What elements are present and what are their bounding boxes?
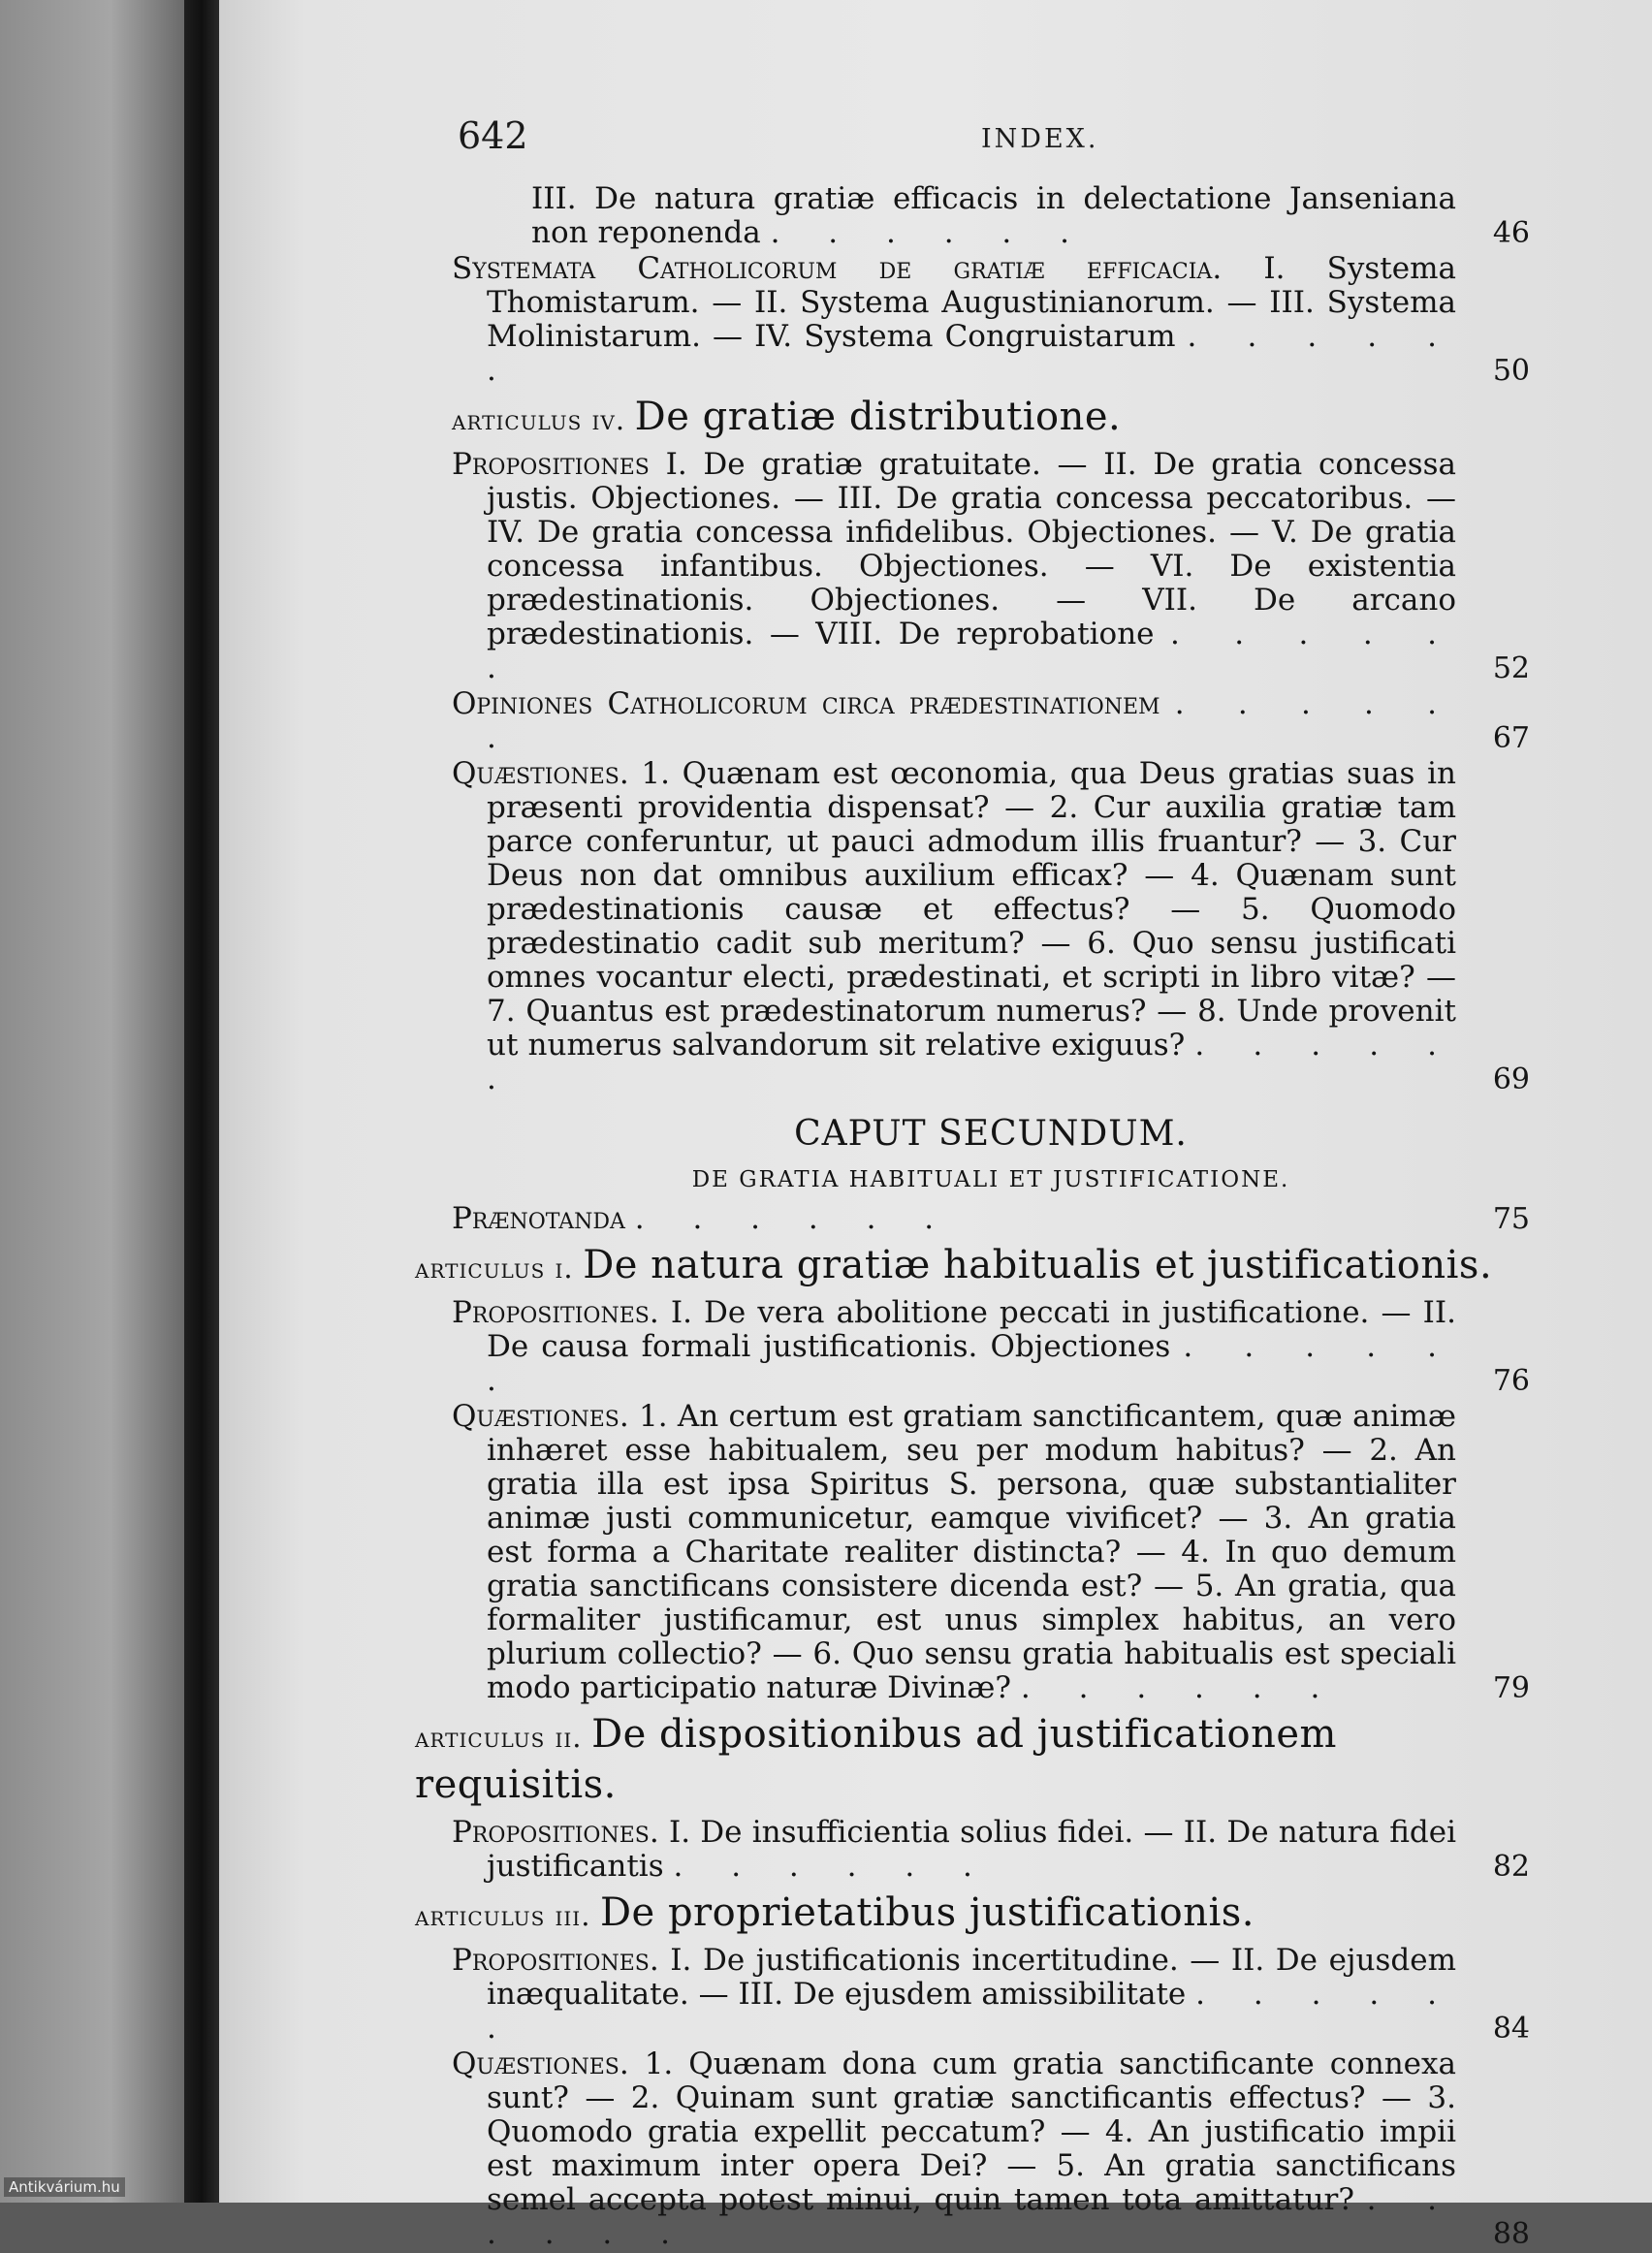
index-entry bbox=[452, 182, 1530, 250]
entry-page-number: 69 bbox=[1492, 1063, 1530, 1096]
leader-dots: . . . . . . bbox=[487, 1977, 1457, 2046]
articulus-title: De natura gratiæ habitualis et justificationis. bbox=[583, 1243, 1493, 1287]
entry-page-number: 84 bbox=[1492, 2012, 1530, 2046]
entry-page-number: 46 bbox=[1492, 216, 1530, 250]
entry-page-number: 82 bbox=[1492, 1850, 1530, 1884]
entry-label: Quæstiones. bbox=[452, 2047, 629, 2081]
index-entry bbox=[452, 448, 1530, 685]
entry-text: I. De vera abolitione peccati in justificatione. — II. De causa formali justificationis. Objectiones bbox=[487, 1295, 1456, 1364]
entry-text: I. De justificationis incertitudine. — II. De ejusdem inæqualitate. — III. De ejusdem amissibilitate bbox=[487, 1943, 1456, 2012]
articulus-heading bbox=[415, 1889, 1530, 1940]
index-entry bbox=[452, 757, 1530, 1096]
articulus-label: articulus ii. bbox=[415, 1721, 583, 1754]
leader-dots: . . . . . . bbox=[634, 1201, 954, 1236]
leader-dots: . . . . . . bbox=[487, 617, 1457, 685]
leader-dots: . . . . . . bbox=[770, 215, 1089, 250]
entry-page-number: 76 bbox=[1492, 1364, 1530, 1398]
entry-text: 1. An certum est gratiam sanctificantem, quæ animæ inhæret esse habitualem, seu per modum habitus? — 2. An gratia illa est ipsa Spiritus S. persona, quæ substantialiter animæ justi communicetur, eamque vivificet? — 3. An gratia est forma a Charitate realiter distincta? — 4. In quo demum gratia sanctificans consistere dicenda est? — 5. An gratia, qua formaliter justificamur, est unus simplex habitus, an vero plurium collectio? — 6. Quo sensu gratia habitualis est speciali modo participatio naturæ Divinæ? bbox=[487, 1399, 1456, 1705]
index-entry bbox=[452, 1296, 1530, 1398]
index-entry bbox=[452, 1944, 1530, 2046]
entry-label: Propositiones. bbox=[452, 1295, 659, 1330]
entry-page-number: 52 bbox=[1492, 651, 1530, 685]
leader-dots: . . . . . . bbox=[673, 1849, 992, 1884]
entry-label: Systemata Catholicorum de gratiæ efficacia. bbox=[452, 251, 1223, 286]
index-entry bbox=[452, 1816, 1530, 1884]
entry-page-number: 50 bbox=[1492, 354, 1530, 388]
entry-page-number: 88 bbox=[1492, 2217, 1530, 2251]
chapter-title: CAPUT SECUNDUM. bbox=[794, 1114, 1188, 1154]
chapter-heading bbox=[452, 1114, 1530, 1192]
articulus-heading bbox=[415, 1711, 1530, 1812]
entry-label: Propositiones. bbox=[452, 1815, 659, 1850]
entry-label: Propositiones. bbox=[452, 1943, 659, 1978]
leader-dots: . . . . . . bbox=[1020, 1670, 1340, 1705]
background-left bbox=[0, 0, 184, 2203]
watermark: Antikvárium.hu bbox=[4, 2177, 125, 2197]
entry-text: 1. Quænam est œconomia, qua Deus gratias suas in præsenti providentia dispensat? — 2. Cur auxilia gratiæ tam parce conferuntur, ut pauci admodum illis fruantur? — 3. Cur Deus non dat omnibus auxilium efficax? — 4. Quænam sunt prædestinationis causæ et effectus? — 5. Quomodo prædestinatio cadit sub meritum? — 6. Quo sensu justificati omnes vocantur electi, prædestinati, et scripti in libro vitæ? — 7. Quantus est prædestinatorum numerus? — 8. Unde provenit ut numerus salvandorum sit relative exiguus? bbox=[487, 756, 1456, 1063]
entry-text: III. De natura gratiæ efficacis in delectatione Janseniana non reponenda bbox=[531, 181, 1456, 250]
leader-dots: . . . . . . bbox=[487, 1028, 1457, 1096]
index-entry bbox=[452, 252, 1530, 388]
index-entry bbox=[452, 1400, 1530, 1705]
articulus-heading bbox=[415, 1242, 1530, 1292]
entry-text: I. De gratiæ gratuitate. — II. De gratia concessa justis. Objectiones. — III. De gratia concessa peccatoribus. — IV. De gratia concessa infidelibus. Objectiones. — V. De gratia concessa infantibus. Objectiones. — VI. De existentia prædestinationis. Objectiones. — VII. De arcano prædestinationis. — VIII. De reprobatione bbox=[487, 447, 1456, 651]
index-entry bbox=[452, 1202, 1530, 1236]
index-entry bbox=[452, 2047, 1530, 2251]
entry-page-number: 79 bbox=[1492, 1671, 1530, 1705]
articulus-label: articulus iii. bbox=[415, 1899, 591, 1932]
articulus-heading bbox=[452, 394, 1530, 444]
articulus-title: De dispositionibus ad justificationem requisitis. bbox=[415, 1712, 1337, 1807]
articulus-title: De gratiæ distributione. bbox=[634, 395, 1122, 439]
entry-label: Quæstiones. bbox=[452, 1399, 629, 1434]
leader-dots: . . . . . . bbox=[487, 2182, 1457, 2251]
entry-label: Quæstiones. bbox=[452, 756, 629, 791]
articulus-label: articulus iv. bbox=[452, 403, 626, 436]
chapter-subtitle: DE GRATIA HABITUALI ET JUSTIFICATIONE. bbox=[691, 1167, 1290, 1192]
leader-dots: . . . . . . bbox=[487, 319, 1456, 388]
running-title: INDEX. bbox=[981, 124, 1099, 154]
entry-label: Opiniones Catholicorum circa prædestinationem bbox=[452, 686, 1160, 721]
articulus-title: De proprietatibus justificationis. bbox=[599, 1890, 1255, 1935]
index-entry bbox=[452, 687, 1530, 755]
articulus-label: articulus i. bbox=[415, 1252, 574, 1285]
entry-text: 1. Quænam dona cum gratia sanctificante connexa sunt? — 2. Quinam sunt gratiæ sanctificantis effectus? — 3. Quomodo gratia expellit peccatum? — 4. An justificatio impii est maximum inter opera Dei? — 5. An gratia sanctificans semel accepta potest minui, quin tamen tota amittatur? bbox=[487, 2047, 1456, 2217]
entry-page-number: 67 bbox=[1492, 721, 1530, 755]
book-spine bbox=[184, 0, 219, 2203]
entry-text: I. De insufficientia solius fidei. — II. De natura fidei justificantis bbox=[487, 1815, 1456, 1884]
entry-label: Propositiones bbox=[452, 447, 650, 482]
entry-label: Prænotanda bbox=[452, 1201, 625, 1236]
entry-page-number: 75 bbox=[1492, 1202, 1530, 1236]
index-content bbox=[415, 181, 1530, 2253]
leader-dots: . . . . . . bbox=[487, 686, 1456, 755]
entry-text: I. Systema Thomistarum. — II. Systema Augustinianorum. — III. Systema Molinistarum. — IV. Systema Congruistarum bbox=[487, 251, 1456, 354]
page-number: 642 bbox=[458, 114, 528, 157]
page-header bbox=[458, 114, 1524, 163]
leader-dots: . . . . . . bbox=[487, 1329, 1457, 1398]
